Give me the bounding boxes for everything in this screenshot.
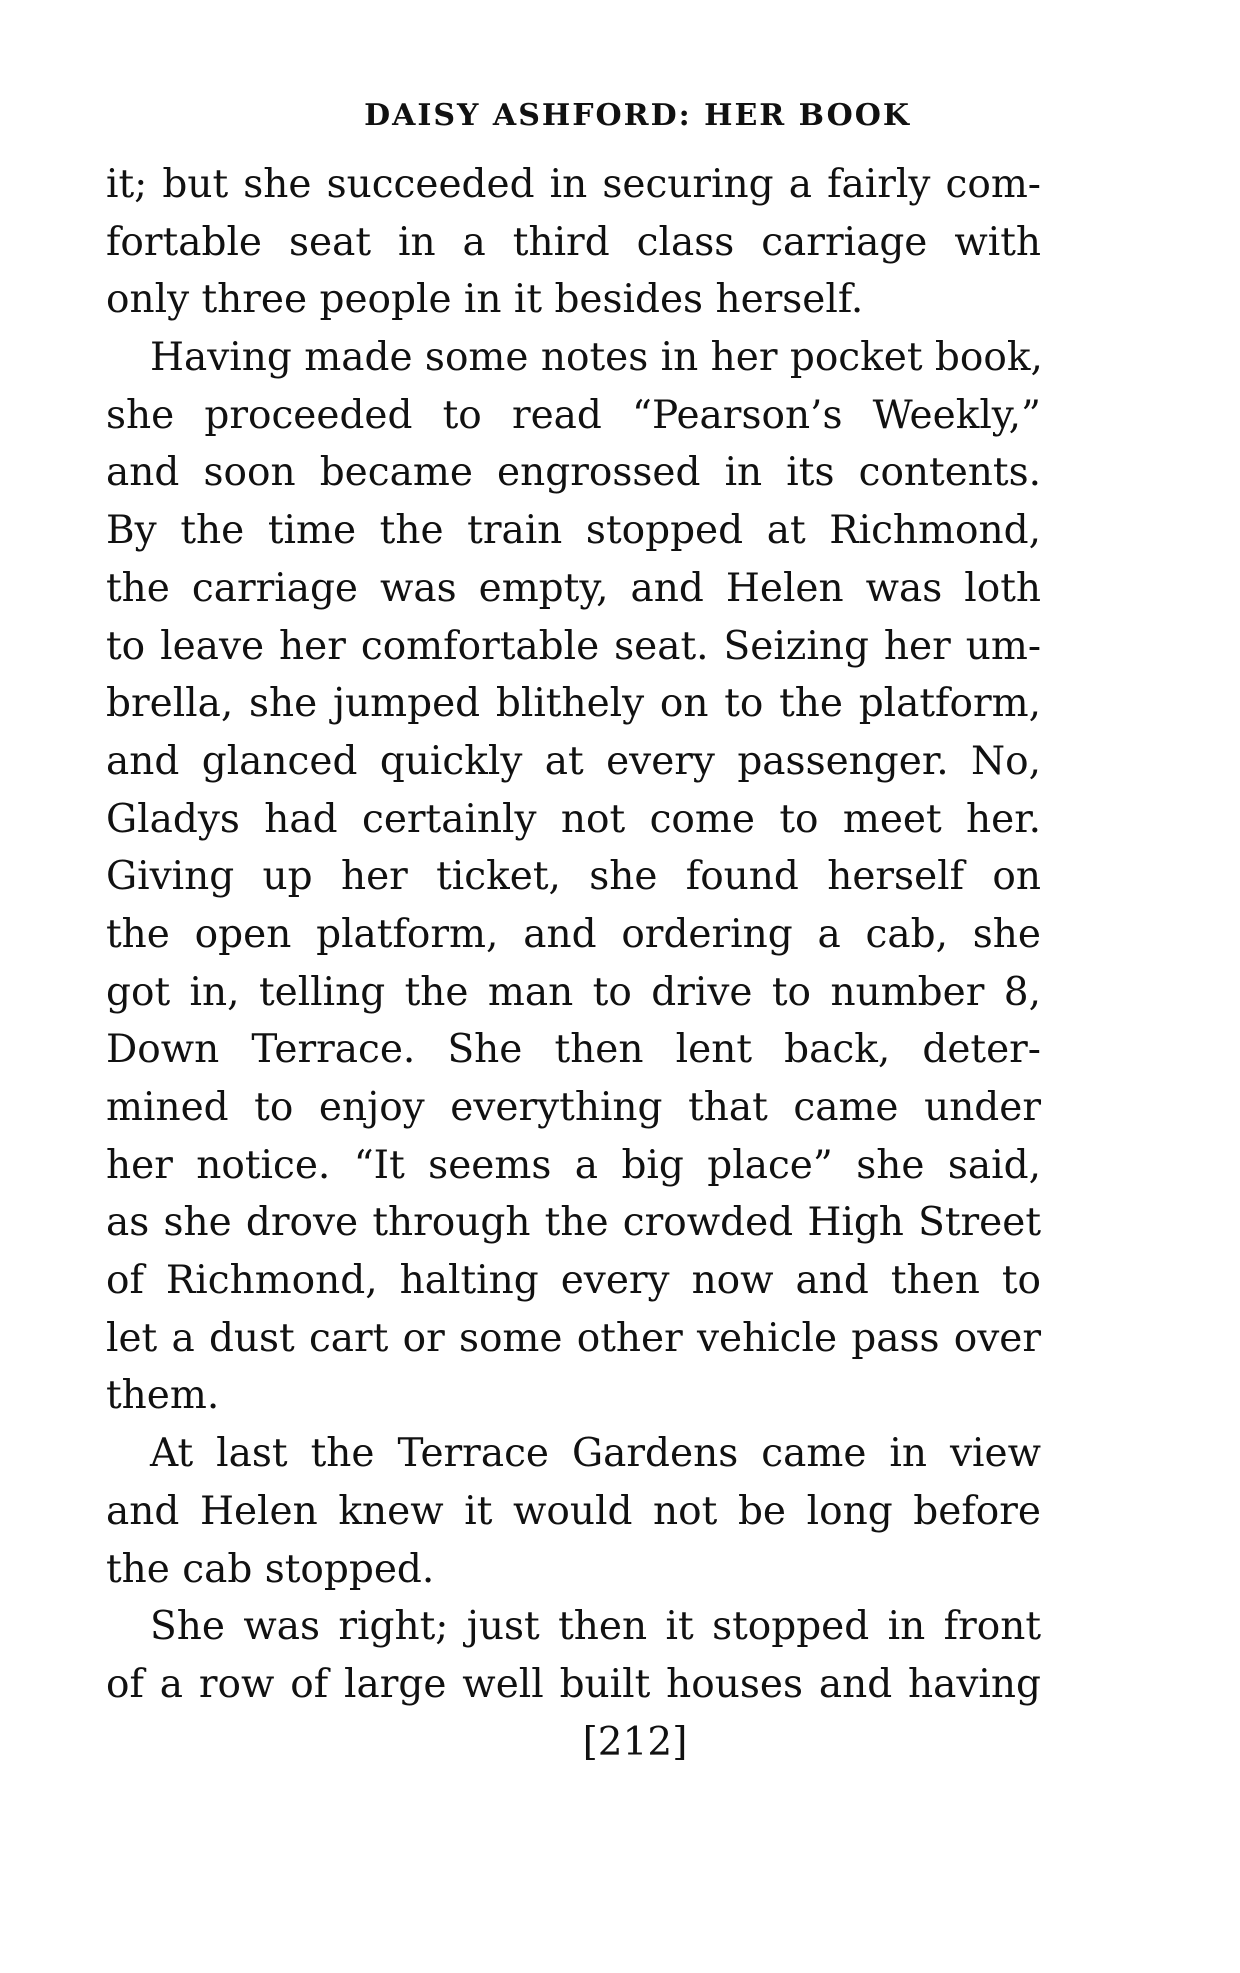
text-line: She was right; just then it stopped in front	[150, 1604, 1041, 1650]
text-line: brella, she jumped blithely on to the platform,	[106, 681, 1041, 727]
text-line: and Helen knew it would not be long before	[106, 1488, 1041, 1534]
text-line: By the time the train stopped at Richmond,	[106, 508, 1041, 554]
text-line: At last the Terrace Gardens came in view	[150, 1431, 1041, 1477]
text-line: the carriage was empty, and Helen was loth	[106, 565, 1041, 611]
text-line: of Richmond, halting every now and then to	[106, 1258, 1041, 1304]
text-line: Having made some notes in her pocket book,	[150, 335, 1043, 381]
text-line: fortable seat in a third class carriage with	[106, 219, 1041, 265]
text-line: as she drove through the crowded High Street	[106, 1200, 1041, 1246]
text-line: mined to enjoy everything that came under	[106, 1085, 1041, 1130]
text-line: Down Terrace. She then lent back, deter-	[106, 1027, 1041, 1073]
text-line: the cab stopped.	[106, 1546, 435, 1592]
text-line: she proceeded to read “Pearson’s Weekly,”	[106, 392, 1041, 438]
text-line: to leave her comfortable seat. Seizing her um-	[106, 623, 1041, 669]
text-line: and glanced quickly at every passenger. No,	[106, 738, 1041, 784]
text-line: Gladys had certainly not come to meet her.	[106, 796, 1041, 842]
text-line: Giving up her ticket, she found herself on	[106, 854, 1041, 900]
text-line: them.	[106, 1373, 220, 1419]
text-line: only three people in it besides herself.	[106, 277, 864, 323]
body-text	[106, 156, 1041, 1714]
page-number: [212]	[582, 1720, 688, 1765]
text-line: the open platform, and ordering a cab, she	[106, 911, 1041, 957]
running-head: DAISY ASHFORD: HER BOOK	[364, 98, 911, 133]
text-line: got in, telling the man to drive to number 8,	[106, 969, 1041, 1015]
text-line: let a dust cart or some other vehicle pass over	[106, 1315, 1041, 1361]
text-line: of a row of large well built houses and having	[106, 1661, 1041, 1707]
text-line: and soon became engrossed in its contents.	[106, 450, 1041, 496]
text-line: it; but she succeeded in securing a fairly com-	[106, 162, 1041, 207]
text-line: her notice. “It seems a big place” she said,	[106, 1142, 1041, 1188]
